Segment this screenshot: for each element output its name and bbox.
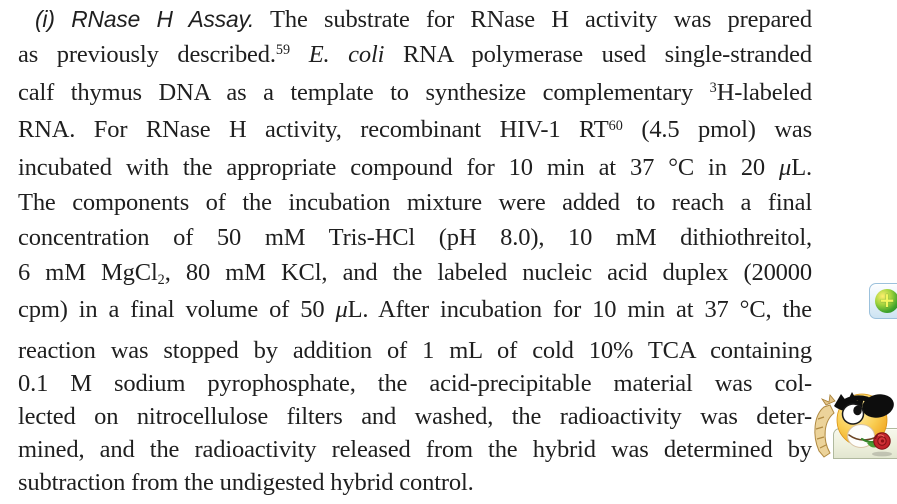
add-button[interactable] (869, 283, 897, 319)
article-paragraph (18, 334, 812, 499)
text-segment (290, 41, 309, 68)
text-line (18, 400, 812, 433)
desktop-pet-dog[interactable] (812, 391, 897, 462)
text-segment: 2 (157, 271, 165, 288)
text-line (18, 466, 812, 499)
text-segment: H-labeled (716, 78, 812, 106)
text-segment: concentration of 50 mM Tris-HCl (pH 8.0), 10 mM dithiothreitol, (18, 223, 812, 251)
text-segment: The substrate for RNase H activity was prepared (254, 6, 812, 33)
text-segment: , 80 mM KCl, and the labeled nucleic acid duplex (20000 (164, 258, 812, 286)
text-segment: μ (335, 296, 348, 324)
text-line (18, 293, 812, 328)
text-segment: 0.1 M sodium pyrophosphate, the acid-precipitable material was col- (18, 370, 812, 397)
text-segment: incubated with the appropriate compound for 10 min at 37 °C in 20 (18, 154, 780, 182)
text-line (18, 38, 812, 76)
text-line (18, 256, 812, 294)
text-segment: 6 mM MgCl (18, 258, 158, 286)
text-segment: reaction was stopped by addition of 1 mL of cold 10% TCA containing (18, 337, 812, 364)
text-line (18, 367, 812, 400)
dog-with-rose-icon (812, 391, 897, 462)
text-line (18, 186, 812, 221)
article-paragraph (18, 2, 812, 328)
text-line (18, 221, 812, 256)
text-segment: calf thymus DNA as a template to synthesize complementary (18, 78, 710, 106)
text-segment: L. After incubation for 10 min at 37 °C, the (347, 296, 812, 324)
text-segment: L. (791, 154, 812, 182)
text-segment: subtraction from the undigested hybrid control. (18, 469, 474, 496)
text-line (18, 76, 812, 114)
text-segment: as previously described. (18, 40, 276, 68)
text-line (18, 151, 812, 186)
text-segment: cpm) in a final volume of 50 (18, 296, 336, 324)
text-segment: E. coli (308, 40, 385, 68)
text-line (18, 334, 812, 367)
plus-icon: + (875, 289, 897, 313)
text-segment: μ (779, 154, 792, 182)
text-segment: 60 (608, 117, 623, 134)
text-segment: RNA polymerase used single-stranded (384, 40, 812, 68)
text-segment: mined, and the radioactivity released from the hybrid was determined by (18, 436, 812, 463)
text-segment: 59 (275, 41, 291, 58)
text-segment: lected on nitrocellulose filters and washed, the radioactivity was deter- (18, 403, 812, 430)
text-segment: 3 (709, 79, 717, 96)
text-segment: RNA. For RNase H activity, recombinant HIV-1 RT (18, 116, 609, 144)
text-segment: The components of the incubation mixture were added to reach a final (18, 188, 812, 216)
text-segment: (4.5 pmol) was (622, 116, 812, 144)
text-segment: (i) RNase H Assay. (35, 6, 255, 32)
text-line (18, 433, 812, 466)
text-line (18, 113, 812, 151)
text-line (18, 2, 812, 38)
